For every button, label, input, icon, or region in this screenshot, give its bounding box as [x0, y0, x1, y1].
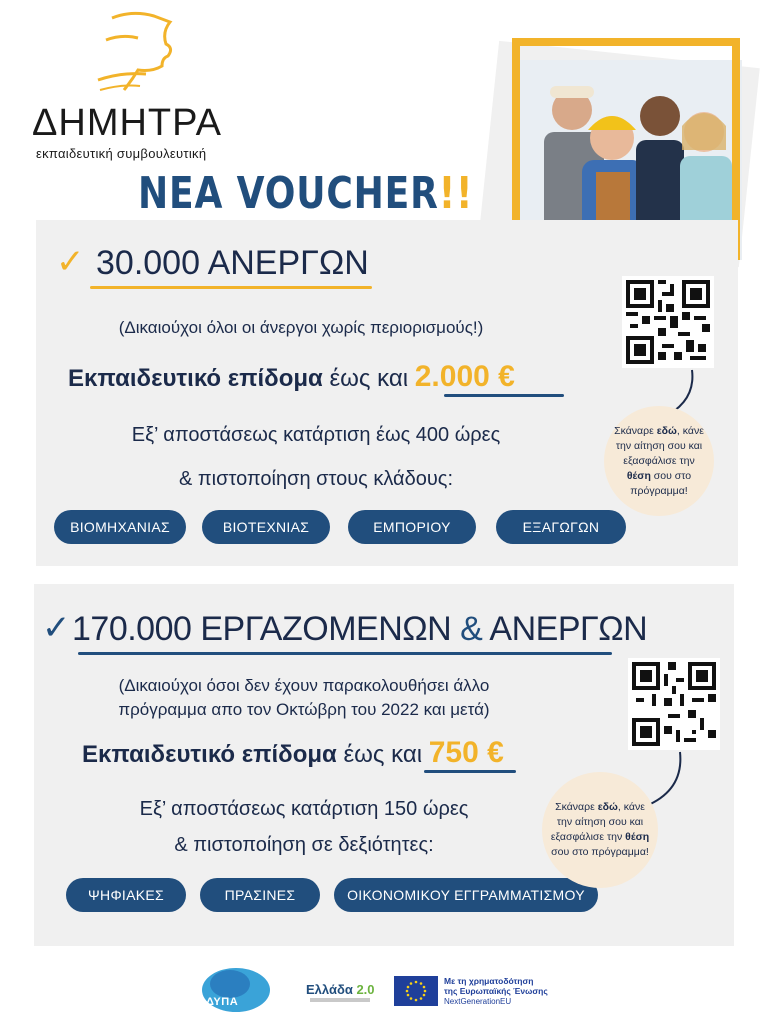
qr-code[interactable] — [622, 276, 714, 368]
section1-certification: & πιστοποίηση στους κλάδους: — [178, 468, 454, 490]
sector-pill: ΒΙΟΤΕΧΝΙΑΣ — [202, 510, 330, 544]
dypa-logo-text: ΔΥΠΑ — [206, 996, 239, 1008]
brand-name: ΔΗΜΗΤΡΑ — [32, 102, 223, 144]
dimitra-logo — [32, 10, 223, 161]
scan-hint-bubble — [542, 772, 658, 888]
section1-title: 30.000 ΑΝΕΡΓΩΝ — [96, 244, 369, 282]
section2-title — [72, 610, 647, 649]
title-part: ΑΝΕΡΓΩΝ — [482, 610, 648, 648]
allowance-label: Εκπαιδευτικό επίδομα — [68, 365, 323, 392]
qr-pattern — [622, 276, 714, 368]
qr-code[interactable] — [628, 658, 720, 750]
eu-flag-icon — [394, 976, 438, 1006]
section2-note: (Δικαιούχοι όσοι δεν έχουν παρακολουθήσει άλλο πρόγραμμα απο τον Οκτώβρη του 2022 και μετά) — [118, 676, 490, 719]
section2-title-underline — [78, 652, 612, 655]
sector-pill: ΕΜΠΟΡΙΟΥ — [348, 510, 476, 544]
ellada-version: 2.0 — [356, 982, 375, 997]
qr-pattern — [628, 658, 720, 750]
hint-text: σου στο πρόγραμμα! — [630, 469, 692, 497]
hint-emphasis: θέση — [625, 831, 650, 843]
allowance-connector: έως και — [322, 365, 415, 392]
section1-training-hours: Εξ’ αποστάσεως κατάρτιση έως 400 ώρες — [131, 424, 501, 446]
section2-certification: & πιστοποίηση σε δεξιότητες: — [174, 834, 434, 856]
amount-underline — [424, 770, 516, 773]
next-generation-eu: NextGenerationEU — [444, 997, 512, 1006]
hint-text: Σκάναρε — [614, 424, 657, 437]
hint-emphasis: εδώ — [656, 424, 677, 437]
eu-funding-text — [444, 976, 548, 996]
skill-pill: ΟΙΚΟΝΟΜΙΚΟΥ ΕΓΓΡΑΜΜΑΤΙΣΜΟΥ — [334, 878, 598, 912]
title-part: 170.000 ΕΡΓΑΖΟΜΕΝΩΝ — [72, 610, 461, 648]
check-icon: ✓ — [56, 243, 85, 281]
section-unemployed — [36, 220, 738, 566]
section-employed-unemployed — [34, 584, 734, 946]
check-icon: ✓ — [42, 609, 71, 647]
allowance-connector: έως και — [336, 741, 429, 768]
hint-text: , κάνε την αίτηση σου και εξασφάλισε την — [550, 801, 645, 843]
ellada-text: Ελλάδα — [306, 982, 357, 997]
section2-training-hours: Εξ’ αποστάσεως κατάρτιση 150 ώρες — [139, 798, 469, 820]
ellada-logo — [306, 982, 375, 997]
allowance-amount: 750 € — [428, 736, 504, 769]
section1-allowance — [68, 360, 515, 394]
allowance-amount: 2.000 € — [414, 360, 515, 393]
skill-pill: ΠΡΑΣΙΝΕΣ — [200, 878, 320, 912]
headline-exclaim: !! — [438, 168, 474, 219]
hint-text: Σκάναρε — [555, 801, 598, 813]
sector-pill: ΕΞΑΓΩΓΩΝ — [496, 510, 626, 544]
hint-text: , κάνε την αίτηση σου και εξασφάλισε την — [615, 424, 704, 467]
amount-underline — [444, 394, 564, 397]
brand-tagline: εκπαιδευτική συμβουλευτική — [36, 146, 207, 161]
section2-allowance — [82, 736, 504, 770]
title-ampersand: & — [460, 610, 483, 648]
eu-funding-line: της Ευρωπαϊκής Ένωσης — [444, 986, 548, 996]
section1-note: (Δικαιούχοι όλοι οι άνεργοι χωρίς περιορισμούς!) — [118, 318, 484, 337]
ellada-subline — [310, 998, 370, 1002]
allowance-label: Εκπαιδευτικό επίδομα — [82, 741, 337, 768]
eu-funding-line: Με τη χρηματοδότηση — [444, 976, 534, 986]
hint-emphasis: θέση — [626, 469, 651, 482]
skill-pill: ΨΗΦΙΑΚΕΣ — [66, 878, 186, 912]
scan-hint-bubble — [604, 406, 714, 516]
goddess-face-icon — [92, 10, 182, 100]
section1-title-underline — [90, 286, 372, 289]
hint-emphasis: εδώ — [597, 801, 618, 813]
headline-text: NEA VOUCHER — [138, 168, 439, 219]
sector-pill: ΒΙΟΜΗΧΑΝΙΑΣ — [54, 510, 186, 544]
hint-text: σου στο πρόγραμμα! — [551, 846, 649, 858]
page-headline — [138, 168, 473, 219]
